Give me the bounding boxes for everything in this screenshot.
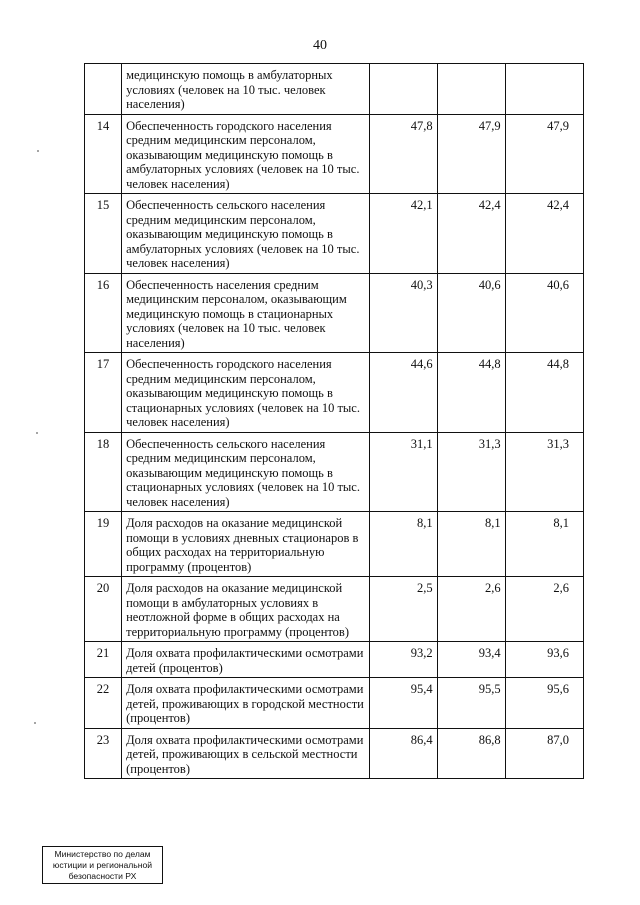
value-year-1: 86,4 <box>369 728 437 779</box>
value-year-2: 95,5 <box>437 678 505 729</box>
indicator-name: медицинскую помощь в амбулаторных условиях (человек на 10 тыс. человек населения) <box>122 64 369 115</box>
value-year-2: 2,6 <box>437 577 505 642</box>
value-year-1: 8,1 <box>369 512 437 577</box>
table-row <box>85 194 584 274</box>
value-year-1: 44,6 <box>369 353 437 433</box>
value-year-3: 44,8 <box>505 353 583 433</box>
value-year-3: 47,9 <box>505 114 583 194</box>
value-year-1: 95,4 <box>369 678 437 729</box>
indicator-name: Доля охвата профилактическими осмотрами детей, проживающих в сельской местности (процентов) <box>122 728 369 779</box>
stamp-line-3: безопасности РХ <box>68 871 137 881</box>
value-year-1: 47,8 <box>369 114 437 194</box>
stamp-line-2: юстиции и региональной <box>52 860 153 870</box>
indicator-name: Обеспеченность населения средним медицинским персоналом, оказывающим медицинскую помощь в стационарных условиях (человек на 10 тыс. человек населения) <box>122 273 369 353</box>
value-year-1: 31,1 <box>369 432 437 512</box>
table-row <box>85 432 584 512</box>
value-year-3: 87,0 <box>505 728 583 779</box>
value-year-2: 42,4 <box>437 194 505 274</box>
value-year-2: 93,4 <box>437 642 505 678</box>
value-year-2: 47,9 <box>437 114 505 194</box>
indicators-table <box>84 63 584 779</box>
indicator-name: Обеспеченность городского населения средним медицинским персоналом, оказывающим медицинскую помощь в амбулаторных условиях (человек на 10 тыс. человек населения) <box>122 114 369 194</box>
indicator-name: Доля охвата профилактическими осмотрами детей, проживающих в городской местности (процентов) <box>122 678 369 729</box>
value-year-2: 44,8 <box>437 353 505 433</box>
page-number: 40 <box>313 38 327 53</box>
value-year-3: 95,6 <box>505 678 583 729</box>
value-year-3: 31,3 <box>505 432 583 512</box>
row-number: 14 <box>85 114 122 194</box>
row-number: 18 <box>85 432 122 512</box>
table-row <box>85 577 584 642</box>
ministry-stamp <box>42 846 163 884</box>
value-year-2: 86,8 <box>437 728 505 779</box>
row-number: 20 <box>85 577 122 642</box>
value-year-1 <box>369 64 437 115</box>
row-number <box>85 64 122 115</box>
table-body <box>85 64 584 779</box>
value-year-1: 93,2 <box>369 642 437 678</box>
value-year-3: 8,1 <box>505 512 583 577</box>
scan-speck <box>37 150 39 152</box>
table-row <box>85 642 584 678</box>
value-year-3: 93,6 <box>505 642 583 678</box>
table-row <box>85 728 584 779</box>
row-number: 19 <box>85 512 122 577</box>
table-row <box>85 678 584 729</box>
row-number: 15 <box>85 194 122 274</box>
stamp-line-1: Министерство по делам <box>54 849 151 859</box>
value-year-3: 2,6 <box>505 577 583 642</box>
indicator-name: Обеспеченность сельского населения средним медицинским персоналом, оказывающим медицинскую помощь в амбулаторных условиях (человек на 10 тыс. человек населения) <box>122 194 369 274</box>
value-year-2: 31,3 <box>437 432 505 512</box>
row-number: 17 <box>85 353 122 433</box>
indicator-name: Доля расходов на оказание медицинской помощи в амбулаторных условиях в неотложной форме в общих расходах на территориальную программу (процентов) <box>122 577 369 642</box>
indicator-name: Обеспеченность сельского населения средним медицинским персоналом, оказывающим медицинскую помощь в стационарных условиях (человек на 10 тыс. человек населения) <box>122 432 369 512</box>
value-year-1: 42,1 <box>369 194 437 274</box>
value-year-2: 8,1 <box>437 512 505 577</box>
value-year-3: 42,4 <box>505 194 583 274</box>
row-number: 23 <box>85 728 122 779</box>
value-year-2: 40,6 <box>437 273 505 353</box>
value-year-2 <box>437 64 505 115</box>
value-year-1: 40,3 <box>369 273 437 353</box>
table-row <box>85 64 584 115</box>
indicator-name: Доля охвата профилактическими осмотрами детей (процентов) <box>122 642 369 678</box>
indicator-name: Доля расходов на оказание медицинской помощи в условиях дневных стационаров в общих расходах на территориальную программу (процентов) <box>122 512 369 577</box>
scan-speck <box>36 432 38 434</box>
table-row <box>85 273 584 353</box>
row-number: 22 <box>85 678 122 729</box>
scan-speck <box>34 722 36 724</box>
table-row <box>85 353 584 433</box>
value-year-1: 2,5 <box>369 577 437 642</box>
row-number: 21 <box>85 642 122 678</box>
value-year-3 <box>505 64 583 115</box>
indicator-name: Обеспеченность городского населения средним медицинским персоналом, оказывающим медицинскую помощь в стационарных условиях (человек на 10 тыс. человек населения) <box>122 353 369 433</box>
value-year-3: 40,6 <box>505 273 583 353</box>
row-number: 16 <box>85 273 122 353</box>
table-row <box>85 114 584 194</box>
table-row <box>85 512 584 577</box>
